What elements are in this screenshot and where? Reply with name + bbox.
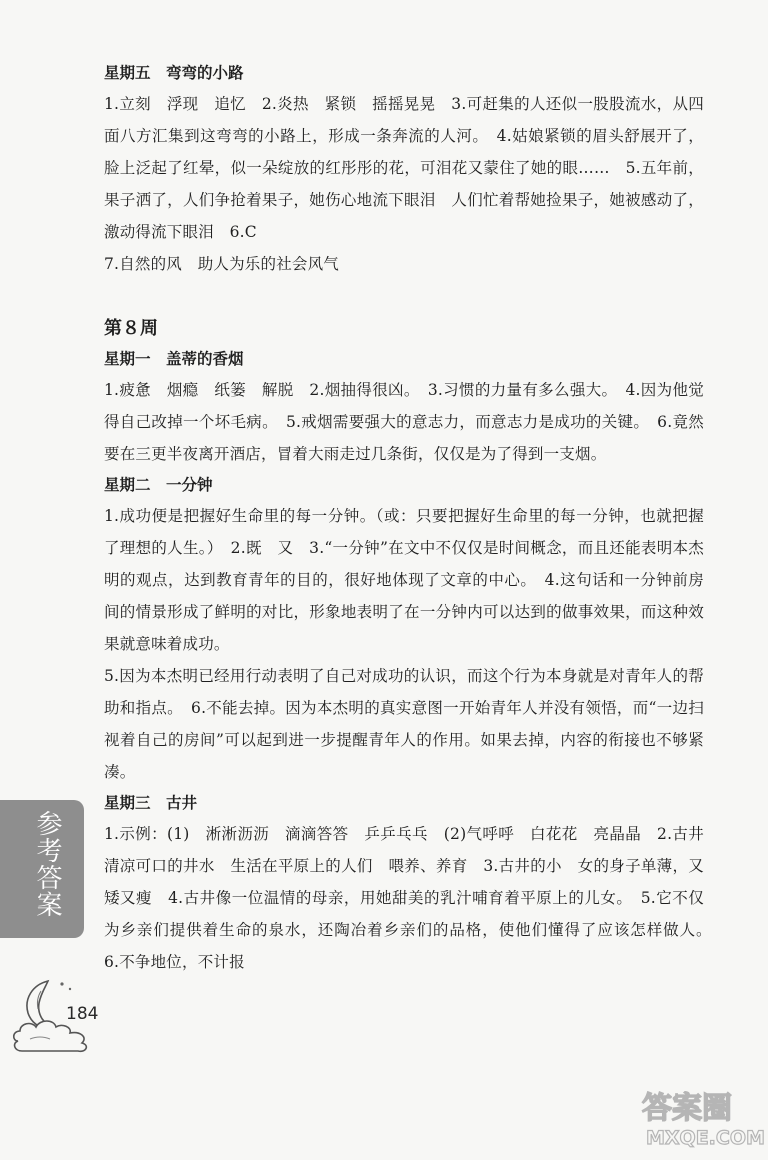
moon-cloud-icon bbox=[10, 975, 120, 1055]
answer-paragraph: 5.因为本杰明已经用行动表明了自己对成功的认识，而这个行为本身就是对青年人的帮助和指点。 6.不能去掉。因为本杰明的真实意图一开始青年人并没有领悟，而“一边扫视着自己的房间”可以起到进一步提醒青年人的作用。如果去掉，内容的衔接也不够紧凑。 bbox=[104, 667, 704, 781]
section-friday bbox=[104, 58, 704, 280]
section-title: 星期五 弯弯的小路 bbox=[104, 64, 244, 82]
watermark-domain: MXQE.COM bbox=[646, 1127, 765, 1149]
answer-paragraph: 1.示例：(1) 淅淅沥沥 滴滴答答 乒乒乓乓 (2)气呼呼 白花花 亮晶晶 2.古井 清凉可口的井水 生活在平原上的人们 喂养、养育 3.古井的小 女的身子单薄，又矮又瘦 4.古井像一位温情的母亲，用她甜美的乳汁哺育着平原上的儿女。 5.它不仅为乡亲们提供着生命的泉水，还陶冶着乡亲们的品格，使他们懂得了应该怎样做人。 6.不争地位，不计报 bbox=[104, 825, 720, 971]
section-wednesday bbox=[104, 788, 720, 978]
page-number: 184 bbox=[66, 1004, 99, 1024]
watermark-text: 答案圈 bbox=[642, 1091, 732, 1126]
section-title: 星期二 一分钟 bbox=[104, 476, 213, 494]
section-tuesday bbox=[104, 470, 704, 788]
sidebar-label: 参考答案 bbox=[32, 810, 62, 918]
watermark-logo bbox=[636, 1082, 768, 1152]
answer-paragraph: 1.立刻 浮现 追忆 2.炎热 紧锁 摇摇晃晃 3.可赶集的人还似一股股流水，从四面八方汇集到这弯弯的小路上，形成一条奔流的人河。 4.姑娘紧锁的眉头舒展开了，脸上泛起了红晕，似一朵绽放的红彤彤的花，可泪花又蒙住了她的眼…… 5.五年前，果子洒了，人们争抢着果子，她伤心地流下眼泪 人们忙着帮她捡果子，她被感动了，激动得流下眼泪 6.C bbox=[104, 95, 704, 241]
section-title: 星期一 盖蒂的香烟 bbox=[104, 350, 244, 368]
answer-content bbox=[104, 58, 720, 978]
section-monday bbox=[104, 344, 704, 470]
section-title: 星期三 古井 bbox=[104, 794, 198, 812]
answer-paragraph: 1.疲惫 烟瘾 纸篓 解脱 2.烟抽得很凶。 3.习惯的力量有多么强大。 4.因为他觉得自己改掉一个坏毛病。 5.戒烟需要强大的意志力，而意志力是成功的关键。 6.竟然要在三更半夜离开酒店，冒着大雨走过几条街，仅仅是为了得到一支烟。 bbox=[104, 381, 704, 463]
answer-paragraph: 1.成功便是把握好生命里的每一分钟。（或：只要把握好生命里的每一分钟，也就把握了理想的人生。） 2.既 又 3.“一分钟”在文中不仅仅是时间概念，而且还能表明本杰明的观点，达到教育青年的目的，很好地体现了文章的中心。 4.这句话和一分钟前房间的情景形成了鲜明的对比，形象地表明了在一分钟内可以达到的做事效果，而这种效果就意味着成功。 bbox=[104, 507, 704, 653]
answer-paragraph: 7.自然的风 助人为乐的社会风气 bbox=[104, 255, 339, 273]
week-title: 第８周 bbox=[104, 318, 158, 339]
